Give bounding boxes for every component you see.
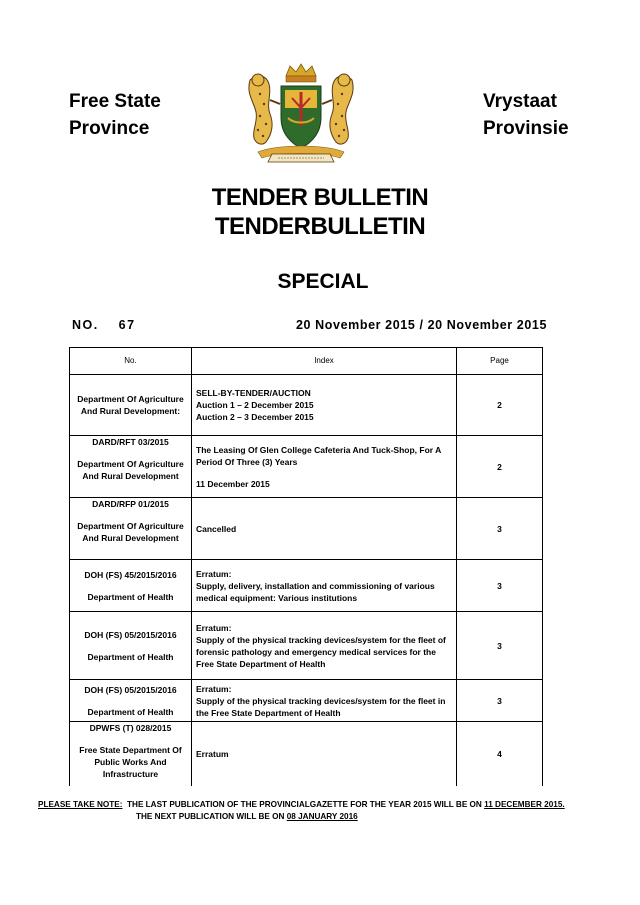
note-line-2-wrap [38, 811, 565, 823]
index-line: Supply of the physical tracking devices/system for the fleet in the Free State Department of Health [196, 695, 446, 718]
column-header-no: No. [70, 348, 192, 375]
table-row [70, 560, 543, 612]
index-cell [192, 560, 457, 612]
index-cell [192, 375, 457, 436]
motto-ribbon-icon [268, 154, 334, 162]
index-cell [192, 498, 457, 560]
bulletin-title-english: TENDER BULLETIN [211, 184, 429, 211]
shield-icon [281, 86, 321, 148]
reference-number: DOH (FS) 45/2015/2016 [84, 569, 177, 580]
index-line: Auction 1 – 2 December 2015 [196, 400, 314, 410]
index-cell [192, 722, 457, 786]
index-cell [192, 612, 457, 680]
page-number: 2 [457, 375, 543, 436]
page-number: 3 [457, 498, 543, 560]
page-number: 4 [457, 722, 543, 786]
province-name-english [69, 88, 161, 142]
index-line: Supply, delivery, installation and commissioning of various medical equipment: Various institutions [196, 580, 435, 603]
index-title: Cancelled [196, 523, 237, 534]
index-title: Erratum: [196, 622, 232, 633]
page-number: 3 [457, 560, 543, 612]
index-cell [192, 436, 457, 498]
province-name-afrikaans [483, 88, 569, 142]
department-name: Department of Health [87, 651, 174, 662]
table-row [70, 375, 543, 436]
index-table [69, 347, 543, 786]
note-date-2: 08 JANUARY 2016 [286, 812, 358, 821]
reference-number: DARD/RFT 03/2015 [92, 437, 169, 447]
index-title: Erratum [196, 748, 229, 759]
reference-cell [70, 612, 192, 680]
table-row [70, 498, 543, 560]
table-row [70, 612, 543, 680]
reference-cell [70, 498, 192, 560]
department-name: Department of Health [87, 591, 174, 602]
index-title: The Leasing Of Glen College Cafeteria And Tuck-Shop, For A Period Of Three (3) Years [196, 444, 441, 467]
reference-cell [70, 722, 192, 786]
crown-icon [286, 64, 316, 82]
province-line-2: Province [69, 118, 150, 139]
column-header-index: Index [192, 348, 457, 375]
reference-number: DARD/RFP 01/2015 [92, 499, 169, 509]
province-line-1: Vrystaat [483, 91, 557, 112]
publication-note [38, 799, 565, 823]
table-row [70, 680, 543, 722]
department-name: Department Of Agriculture And Rural Development [77, 459, 184, 481]
note-date-1: 11 DECEMBER 2015. [484, 800, 565, 809]
province-line-1: Free State [69, 91, 161, 112]
left-leopard-icon [249, 74, 280, 144]
index-title: SELL-BY-TENDER/AUCTION [196, 388, 311, 398]
issue-number: NO. 67 [72, 318, 136, 332]
province-line-2: Provinsie [483, 118, 569, 139]
bulletin-title-afrikaans: TENDERBULLETIN [214, 213, 426, 240]
reference-number: DOH (FS) 05/2015/2016 [84, 629, 177, 640]
index-cell [192, 680, 457, 722]
department-name: Free State Department Of Public Works And Infrastructure [79, 745, 182, 779]
department-name: Department Of Agriculture And Rural Development: [77, 394, 184, 416]
right-leopard-icon [322, 74, 353, 144]
column-header-page: Page [457, 348, 543, 375]
reference-cell [70, 375, 192, 436]
department-name: Department Of Agriculture And Rural Development [77, 521, 184, 543]
index-line: Supply of the physical tracking devices/system for the fleet of forensic pathology and emergency medical services for the Free State Department of Health [196, 634, 446, 669]
issue-date: 20 November 2015 / 20 November 2015 [296, 318, 547, 332]
reference-number: DPWFS (T) 028/2015 [89, 723, 172, 733]
reference-cell [70, 560, 192, 612]
index-title: Erratum: [196, 683, 232, 694]
reference-cell [70, 680, 192, 722]
page-number: 2 [457, 436, 543, 498]
table-row [70, 436, 543, 498]
index-line: Auction 2 – 3 December 2015 [196, 412, 314, 422]
index-title: Erratum: [196, 568, 232, 579]
reference-number: DOH (FS) 05/2015/2016 [84, 684, 177, 695]
note-label: PLEASE TAKE NOTE: [38, 800, 123, 809]
table-row [70, 722, 543, 786]
coat-of-arms-icon [236, 60, 366, 168]
note-line-2: THE NEXT PUBLICATION WILL BE ON [136, 812, 285, 821]
table-header-row [70, 348, 543, 375]
edition-label: SPECIAL [277, 270, 369, 293]
page-number: 3 [457, 612, 543, 680]
page-number: 3 [457, 680, 543, 722]
index-line: 11 December 2015 [196, 478, 270, 489]
reference-cell [70, 436, 192, 498]
department-name: Department of Health [87, 706, 174, 717]
note-line-1: THE LAST PUBLICATION OF THE PROVINCIALGAZETTE FOR THE YEAR 2015 WILL BE ON [127, 800, 482, 809]
